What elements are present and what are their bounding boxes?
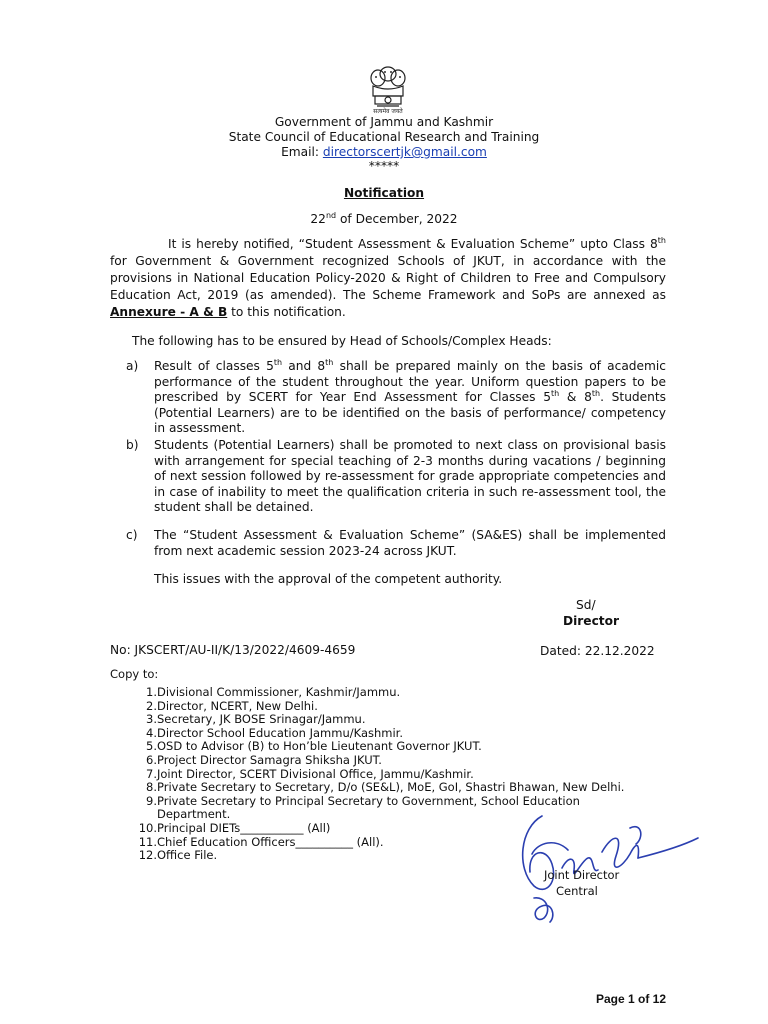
state-emblem-icon (363, 62, 413, 114)
sd-mark: Sd/ (576, 598, 596, 612)
handwritten-signature (512, 798, 708, 928)
header-line-scert: State Council of Educational Research and Training (228, 130, 540, 144)
svg-text:सत्यमेव जयते: सत्यमेव जयते (373, 108, 403, 114)
item-b-label: b) (126, 438, 139, 452)
list-item: Department. (157, 807, 231, 822)
item-c-text: The “Student Assessment & Evaluation Scheme” (SA&ES) shall be implemented from next academic session 2023-24 across JKUT. (154, 528, 666, 558)
annexure-reference: Annexure - A & B (110, 305, 228, 319)
director-designation: Director (563, 614, 620, 628)
copy-to-heading: Copy to: (110, 667, 159, 681)
list-item: 4. Director School Education Jammu/Kashmir. (146, 725, 403, 740)
dated-line: Dated: 22.12.2022 (540, 644, 655, 658)
signature-office: Central (556, 884, 598, 898)
list-item: 8. Private Secretary to Secretary, D/o (SE&L), MoE, GoI, Shastri Bhawan, New Delhi. (146, 780, 625, 795)
signature-block (512, 798, 708, 928)
reference-number: No: JKSCERT/AU-II/K/13/2022/4609-4659 (110, 643, 356, 657)
header-email-line (0, 145, 768, 160)
list-item: 1. Divisional Commissioner, Kashmir/Jammu. (146, 685, 401, 699)
approval-statement: This issues with the approval of the competent authority. (154, 572, 503, 586)
notification-date: 22nd of December, 2022 (310, 210, 458, 226)
signature-designation: Joint Director (544, 868, 620, 882)
list-item: 5. OSD to Advisor (B) to Hon’ble Lieutenant Governor JKUT. (146, 739, 482, 754)
notification-title: Notification (343, 186, 425, 200)
list-item: 7. Joint Director, SCERT Divisional Office, Jammu/Kashmir. (146, 766, 474, 781)
item-b-text: Students (Potential Learners) shall be promoted to next class on provisional basis with arrangement for special teaching of 2-3 months during vacations / beginning of next session followed by re-assessment for grade appropriate competencies and in case of inability to meet the qualification criteria in such re-assessment tool, the student shall be detained. (154, 438, 666, 514)
list-item: 9. Private Secretary to Principal Secretary to Government, School Education (146, 793, 580, 808)
email-link[interactable]: directorscertjk@gmail.com (322, 145, 487, 159)
header-line-government: Government of Jammu and Kashmir (274, 115, 494, 129)
item-a-label: a) (126, 359, 139, 373)
item-a-text: Result of classes 5th and 8th shall be prepared mainly on the basis of academic performance of the student throughout the year. Uniform question papers to be prescribed by SCERT for Year End Assessment for Classes 5th & 8th. Students (Potential Learners) are to be identified on the basis of performance/ competency in assessment. (154, 357, 667, 435)
list-item: 10. Principal DIETs___________ (All) (138, 820, 331, 835)
list-item: 6. Project Director Samagra Shiksha JKUT. (146, 752, 382, 767)
notification-paragraph: It is hereby notified, “Student Assessment & Evaluation Scheme” upto Class 8th for Government & Government recognized Schools of JKUT, in accordance with the provisions in National Education Policy-2020 & Right of Children to Free and Compulsory Education Act, 2019 (as amended). The Scheme Framework and SoPs are annexed as Annexure - A & B to this notification. (110, 235, 666, 319)
list-item: 12. Office File. (138, 848, 218, 863)
list-item: 3. Secretary, JK BOSE Srinagar/Jammu. (146, 712, 366, 727)
item-c-label: c) (126, 528, 138, 542)
list-item: 2. Director, NCERT, New Delhi. (146, 698, 318, 713)
email-label: Email: (281, 145, 319, 159)
page-number: Page 1 of 12 (596, 992, 667, 1006)
header-stars: ***** (368, 159, 400, 173)
ensure-intro: The following has to be ensured by Head of Schools/Complex Heads: (132, 334, 552, 348)
list-item: 11. Chief Education Officers__________ (All). (138, 834, 384, 849)
